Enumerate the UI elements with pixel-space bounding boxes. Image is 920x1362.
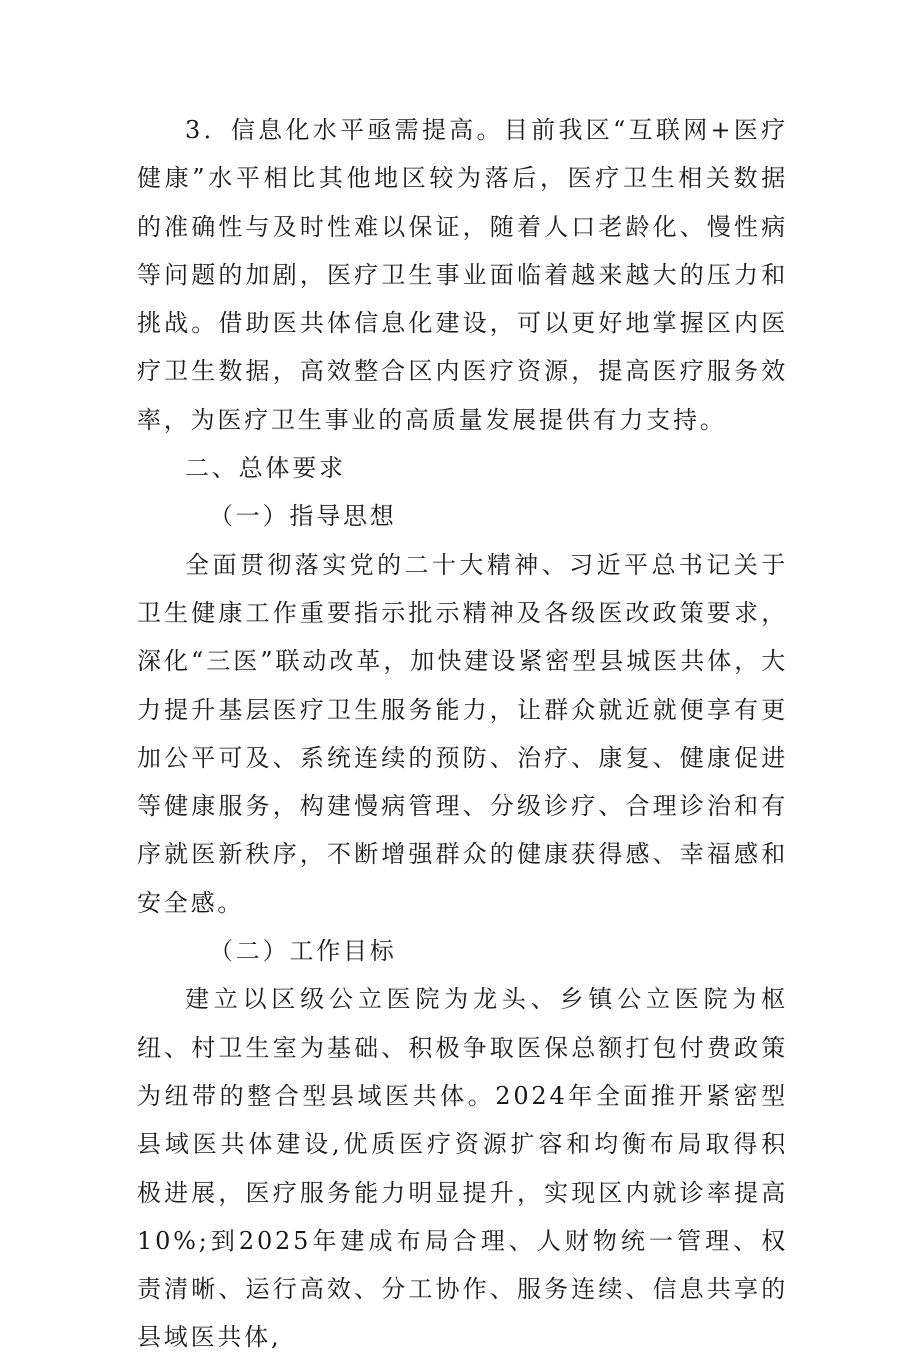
document-body bbox=[137, 106, 788, 1362]
paragraph-guiding-thought: 全面贯彻落实党的二十大精神、习近平总书记关于卫生健康工作重要指示批示精神及各级医改政策要求，深化“三医”联动改革，加快建设紧密型县城医共体，大力提升基层医疗卫生服务能力，让群众就近就便享有更加公平可及、系统连续的预防、治疗、康复、健康促进等健康服务，构建慢病管理、分级诊疗、合理诊治和有序就医新秩序，不断增强群众的健康获得感、幸福感和安全感。 bbox=[137, 550, 788, 917]
subsection-heading-work-goals: （二）工作目标 bbox=[209, 937, 397, 966]
paragraph-work-goals: 建立以区级公立医院为龙头、乡镇公立医院为枢纽、村卫生室为基础、积极争取医保总额打包付费政策为纽带的整合型县域医共体。2024年全面推开紧密型县域医共体建设,优质医疗资源扩容和均衡布局取得积极进展，医疗服务能力明显提升，实现区内就诊率提高10%;到2025年建成布局合理、人财物统一管理、权责清晰、运行高效、分工协作、服务连续、信息共享的县域医共体, bbox=[137, 985, 788, 1352]
subsection-heading-guiding-thought: （一）指导思想 bbox=[209, 502, 397, 531]
paragraph-information-level: 3．信息化水平亟需提高。目前我区“互联网+医疗健康”水平相比其他地区较为落后，医疗卫生相关数据的准确性与及时性难以保证，随着人口老龄化、慢性病等问题的加剧，医疗卫生事业面临着越来越大的压力和挑战。借助医共体信息化建设，可以更好地掌握区内医疗卫生数据，高效整合区内医疗资源，提高医疗服务效率，为医疗卫生事业的高质量发展提供有力支持。 bbox=[137, 116, 788, 434]
section-heading-overall-requirements: 二、总体要求 bbox=[185, 454, 346, 483]
